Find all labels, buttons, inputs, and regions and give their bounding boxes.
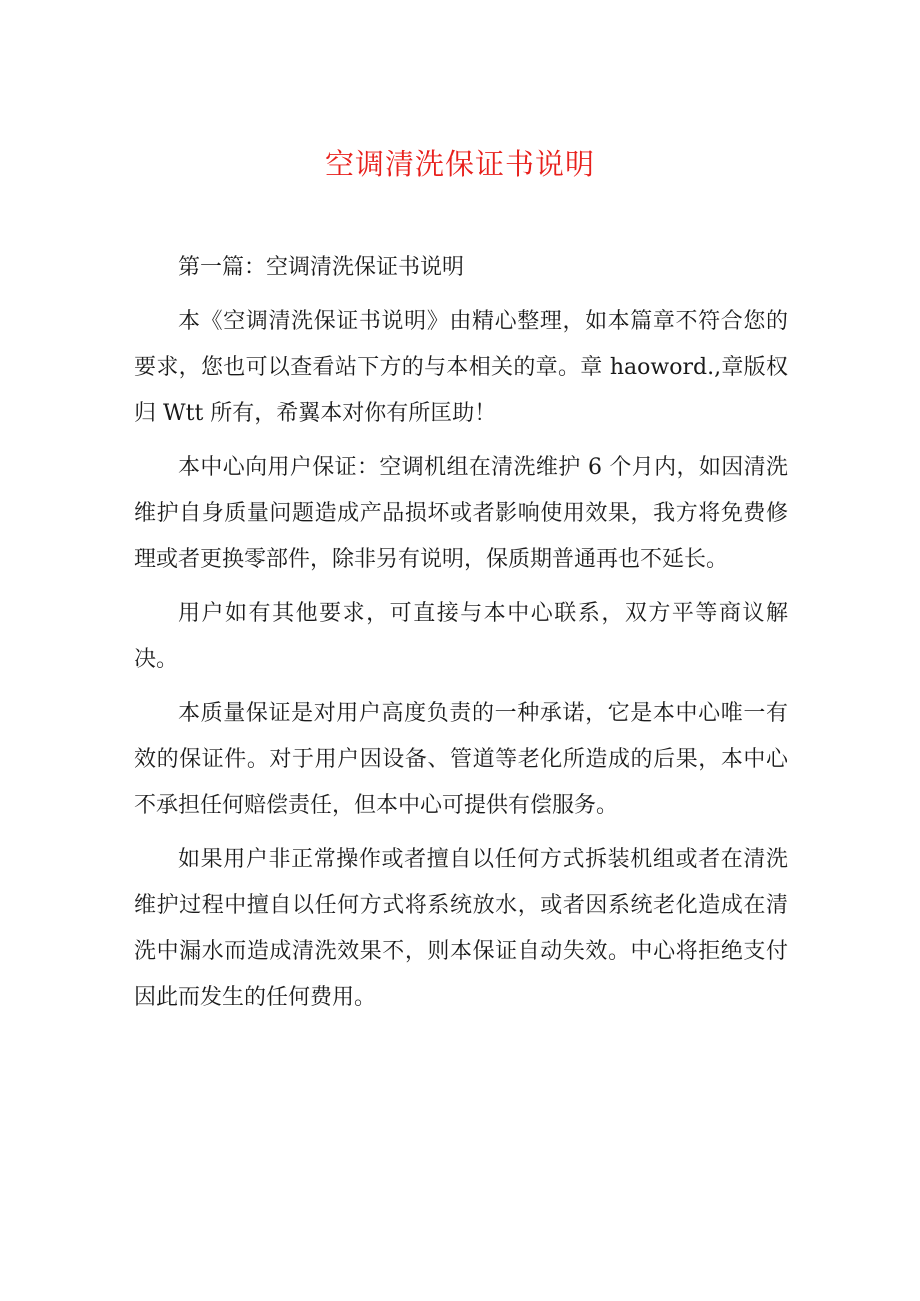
paragraph-heading: 第一篇：空调清洗保证书说明 <box>178 255 465 280</box>
paragraph-commitment: 本质量保证是对用户高度负责的一种承诺，它是本中心唯一有效的保证件。对于用户因设备、管道等老化所造成的后果，本中心不承担任何赔偿责任，但本中心可提供有偿服务。 <box>134 701 788 818</box>
paragraph-intro: 本《空调清洗保证书说明》由精心整理，如本篇章不符合您的要求，您也可以查看站下方的与本相关的章。章 haoword.,章版权归 Wtt 所有，希翼本对你有所匡助！ <box>134 309 788 426</box>
document-title: 空调清洗保证书说明 <box>324 147 595 181</box>
paragraph-void-conditions: 如果用户非正常操作或者擅自以任何方式拆装机组或者在清洗维护过程中擅自以任何方式将系统放水，或者因系统老化造成在清洗中漏水而造成清洗效果不，则本保证自动失效。中心将拒绝支付因此而发生的任何费用。 <box>134 847 788 1010</box>
document-body <box>134 245 788 1029</box>
paragraph-guarantee: 本中心向用户保证：空调机组在清洗维护 6 个月内，如因清洗维护自身质量问题造成产品损坏或者影响使用效果，我方将免费修理或者更换零部件，除非另有说明，保质期普通再也不延长。 <box>134 455 788 572</box>
paragraph-contact: 用户如有其他要求，可直接与本中心联系，双方平等商议解决。 <box>134 601 788 672</box>
